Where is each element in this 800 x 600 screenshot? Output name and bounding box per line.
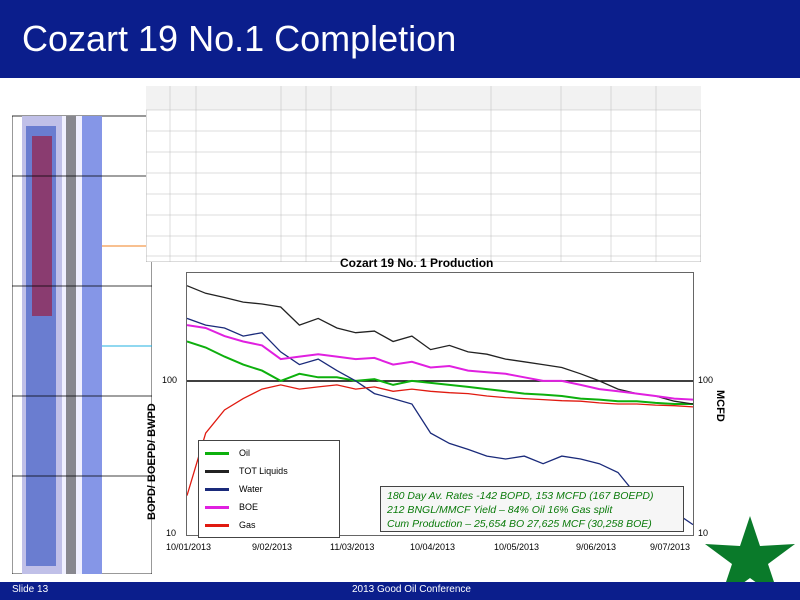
legend-item-boe bbox=[205, 499, 258, 515]
legend-label-gas: Gas bbox=[239, 520, 256, 530]
conference-name: 2013 Good Oil Conference bbox=[352, 584, 471, 595]
chart-title: Cozart 19 No. 1 Production bbox=[340, 256, 494, 270]
legend-swatch-gas bbox=[205, 524, 229, 527]
chart-legend bbox=[198, 440, 340, 538]
y-tick-left-100: 100 bbox=[162, 375, 178, 385]
y-tick-right-100: 100 bbox=[698, 375, 714, 385]
legend-item-tot-liquids bbox=[205, 463, 288, 479]
y-tick-right-10: 10 bbox=[698, 528, 709, 538]
x-tick-5: 10/05/2013 bbox=[494, 542, 540, 552]
slide-title: Cozart 19 No.1 Completion bbox=[22, 18, 457, 59]
y-axis-label-left: BOPD/ BOEPD/ BWPD bbox=[146, 403, 158, 520]
completion-table-image bbox=[146, 86, 701, 262]
legend-label-water: Water bbox=[239, 484, 263, 494]
production-summary-box bbox=[380, 486, 684, 532]
x-tick-1: 10/01/2013 bbox=[166, 542, 212, 552]
annotation-line-2: 212 BNGL/MMCF Yield – 84% Oil 16% Gas split bbox=[387, 504, 613, 516]
annotation-line-3: Cum Production – 25,654 BO 27,625 MCF (30,258 BOE) bbox=[387, 518, 652, 530]
legend-swatch-tot-liquids bbox=[205, 470, 229, 473]
legend-item-water bbox=[205, 481, 263, 497]
annotation-line-1: 180 Day Av. Rates -142 BOPD, 153 MCFD (167 BOEPD) bbox=[387, 490, 654, 502]
x-tick-2: 9/02/2013 bbox=[252, 542, 293, 552]
legend-label-tot-liquids: TOT Liquids bbox=[239, 466, 288, 476]
x-tick-6: 9/06/2013 bbox=[576, 542, 617, 552]
legend-item-oil bbox=[205, 445, 250, 461]
x-tick-3: 11/03/2013 bbox=[330, 542, 375, 552]
legend-swatch-boe bbox=[205, 506, 229, 509]
legend-swatch-oil bbox=[205, 452, 229, 455]
y-tick-left-10: 10 bbox=[166, 528, 177, 538]
series-line-oil bbox=[187, 342, 693, 405]
x-tick-4: 10/04/2013 bbox=[410, 542, 456, 552]
legend-label-boe: BOE bbox=[239, 502, 259, 512]
slide-number: Slide 13 bbox=[12, 584, 49, 595]
legend-swatch-water bbox=[205, 488, 229, 491]
well-log-image bbox=[12, 96, 152, 574]
legend-label-oil: Oil bbox=[239, 448, 250, 458]
x-tick-7: 9/07/2013 bbox=[650, 542, 691, 552]
y-axis-label-right: MCFD bbox=[714, 390, 726, 422]
legend-item-gas bbox=[205, 517, 256, 533]
